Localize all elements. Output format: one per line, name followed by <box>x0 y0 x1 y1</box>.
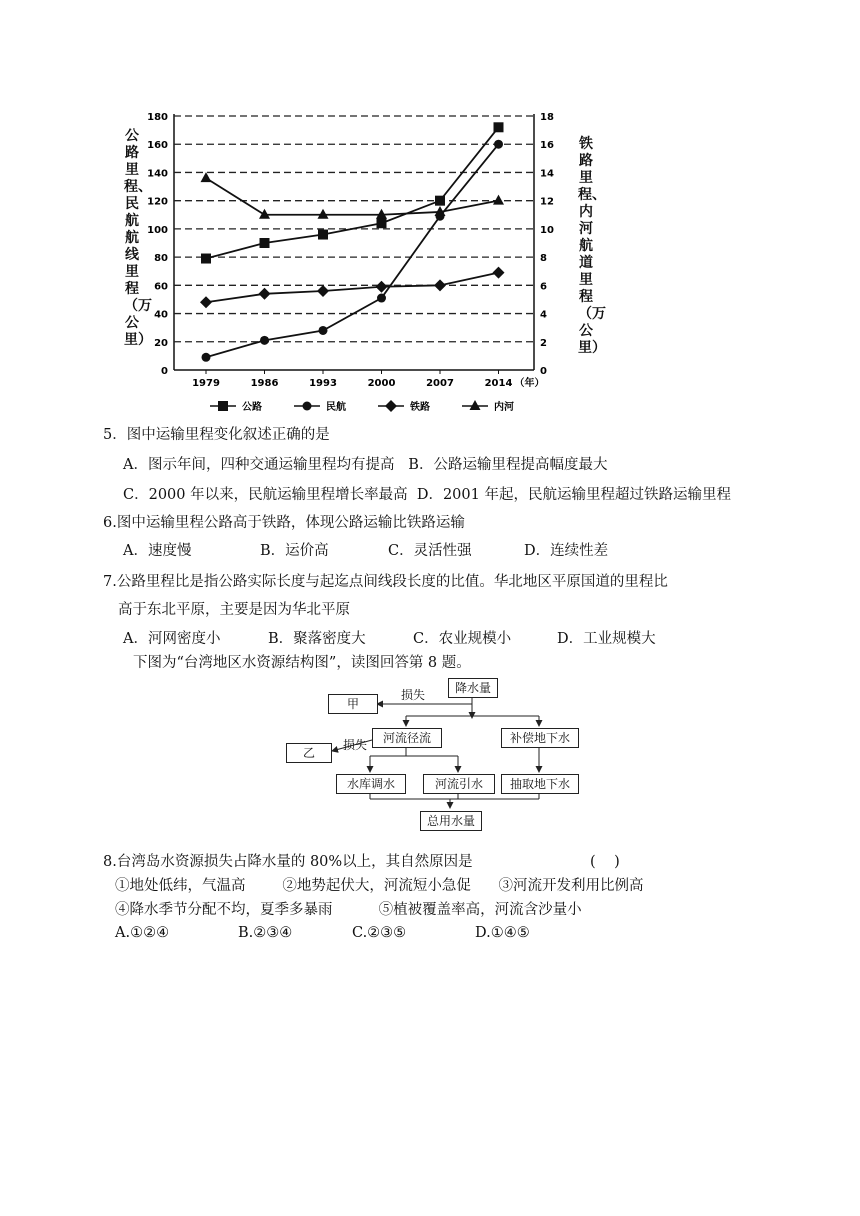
q8-items-line2: ④降水季节分配不均，夏季多暴雨 ⑤植被覆盖率高，河流含沙量小 <box>115 902 582 918</box>
reservoir-box: 水库调水 <box>336 774 406 794</box>
y-tick-right: 16 <box>540 140 554 152</box>
q7-option-c: C．农业规模小 <box>413 631 512 647</box>
total-water-box: 总用水量 <box>420 811 482 831</box>
water-resource-diagram <box>280 676 600 836</box>
data-point-triangle <box>493 195 504 205</box>
q7-stem-line2: 高于东北平原，主要是因为华北平原 <box>118 602 350 618</box>
legend-marker-square <box>218 401 228 411</box>
data-point-circle <box>494 140 503 149</box>
x-tick-label: 2000 <box>367 378 396 389</box>
chart-svg <box>118 100 608 418</box>
legend-label: 民航 <box>326 402 346 413</box>
data-point-triangle <box>201 172 212 182</box>
groundwater-recharge-box: 补偿地下水 <box>501 728 579 748</box>
legend-label: 公路 <box>242 402 262 413</box>
q8-items-line1: ①地处低纬，气温高 ②地势起伏大，河流短小急促 ③河流开发利用比例高 <box>115 878 644 894</box>
data-point-square <box>435 196 445 206</box>
y-tick-right: 18 <box>540 112 554 123</box>
jia-box: 甲 <box>328 694 378 714</box>
data-point-triangle <box>259 209 270 219</box>
left-axis-label: 公路里程、民航航线里程（万公里） <box>124 128 152 348</box>
q8-option-c: C.②③⑤ <box>352 925 407 941</box>
legend-label: 铁路 <box>410 402 430 413</box>
data-point-diamond <box>259 288 271 300</box>
y-tick-left: 0 <box>161 366 168 377</box>
x-tick-label: 1979 <box>192 378 220 389</box>
data-point-square <box>201 254 211 264</box>
y-tick-left: 40 <box>154 309 168 321</box>
y-tick-right: 0 <box>540 366 547 377</box>
q8-stem: 8.台湾岛水资源损失占降水量的 80%以上，其自然原因是 <box>103 854 473 870</box>
y-tick-left: 80 <box>154 253 168 265</box>
y-tick-right: 2 <box>540 337 547 349</box>
q7-option-b: B．聚落密度大 <box>268 631 366 647</box>
data-point-triangle <box>318 209 329 219</box>
x-unit-label: （年） <box>514 378 545 389</box>
y-tick-left: 100 <box>147 224 168 236</box>
right-axis-label: 铁路里程、内河航道里程（万公里） <box>578 136 606 356</box>
groundwater-pump-box: 抽取地下水 <box>501 774 579 794</box>
q5-stem: 5．图中运输里程变化叙述正确的是 <box>103 427 330 443</box>
y-tick-right: 8 <box>540 253 547 265</box>
y-tick-right: 6 <box>540 281 547 293</box>
legend-marker-triangle <box>470 400 481 410</box>
y-tick-right: 12 <box>540 196 554 208</box>
data-point-square <box>494 122 504 132</box>
x-tick-label: 2014 <box>484 378 513 389</box>
y-tick-right: 14 <box>540 168 554 180</box>
y-tick-left: 60 <box>154 281 168 293</box>
data-point-circle <box>377 294 386 303</box>
data-point-circle <box>319 326 328 335</box>
yi-box: 乙 <box>286 743 332 763</box>
data-point-square <box>318 230 328 240</box>
q6-option-b: B．运价高 <box>260 543 329 559</box>
data-point-square <box>260 238 270 248</box>
data-point-diamond <box>200 296 212 308</box>
x-tick-label: 2007 <box>426 378 454 389</box>
y-tick-left: 140 <box>147 168 168 180</box>
legend-label: 内河 <box>494 402 514 413</box>
figure-intro: 下图为“台湾地区水资源结构图”，读图回答第 8 题。 <box>133 655 471 671</box>
q8-paren: ( ) <box>590 854 620 870</box>
q8-option-b: B.②③④ <box>238 925 293 941</box>
legend-marker-diamond <box>385 400 397 412</box>
river-diversion-box: 河流引水 <box>423 774 495 794</box>
q6-option-c: C．灵活性强 <box>388 543 472 559</box>
y-tick-left: 160 <box>147 140 168 152</box>
loss-label-2: 损失 <box>343 738 368 752</box>
q7-stem-line1: 7.公路里程比是指公路实际长度与起迄点间线段长度的比值。华北地区平原国道的里程比 <box>103 574 668 590</box>
data-point-diamond <box>317 285 329 297</box>
q6-option-d: D．连续性差 <box>524 543 609 559</box>
transport-mileage-chart <box>118 100 608 418</box>
legend-marker-circle <box>303 402 312 411</box>
q7-option-a: A．河网密度小 <box>123 631 221 647</box>
data-point-diamond <box>493 267 505 279</box>
y-tick-right: 4 <box>540 309 547 321</box>
data-point-circle <box>260 336 269 345</box>
series-line-square <box>206 127 499 258</box>
y-tick-left: 180 <box>147 112 168 123</box>
x-tick-label: 1986 <box>250 378 279 389</box>
y-tick-left: 120 <box>147 196 168 208</box>
series-line-diamond <box>206 273 499 303</box>
series-line-circle <box>206 144 499 357</box>
q5-options-line2: C．2000 年以来，民航运输里程增长率最高 D．2001 年起，民航运输里程超过铁路运输里程 <box>123 487 731 503</box>
q5-options-line1: A．图示年间，四种交通运输里程均有提高 B．公路运输里程提高幅度最大 <box>123 457 608 473</box>
q6-option-a: A．速度慢 <box>123 543 192 559</box>
river-runoff-box: 河流径流 <box>372 728 442 748</box>
data-point-circle <box>202 353 211 362</box>
y-tick-left: 20 <box>154 337 168 349</box>
data-point-diamond <box>434 279 446 291</box>
q7-option-d: D．工业规模大 <box>557 631 656 647</box>
precipitation-box: 降水量 <box>448 678 498 698</box>
q8-option-d: D.①④⑤ <box>475 925 530 941</box>
q8-option-a: A.①②④ <box>115 925 170 941</box>
x-tick-label: 1993 <box>309 378 337 389</box>
y-tick-right: 10 <box>540 224 554 236</box>
loss-label-1: 损失 <box>401 688 426 702</box>
q6-stem: 6.图中运输里程公路高于铁路，体现公路运输比铁路运输 <box>103 515 465 531</box>
data-point-square <box>377 218 387 228</box>
